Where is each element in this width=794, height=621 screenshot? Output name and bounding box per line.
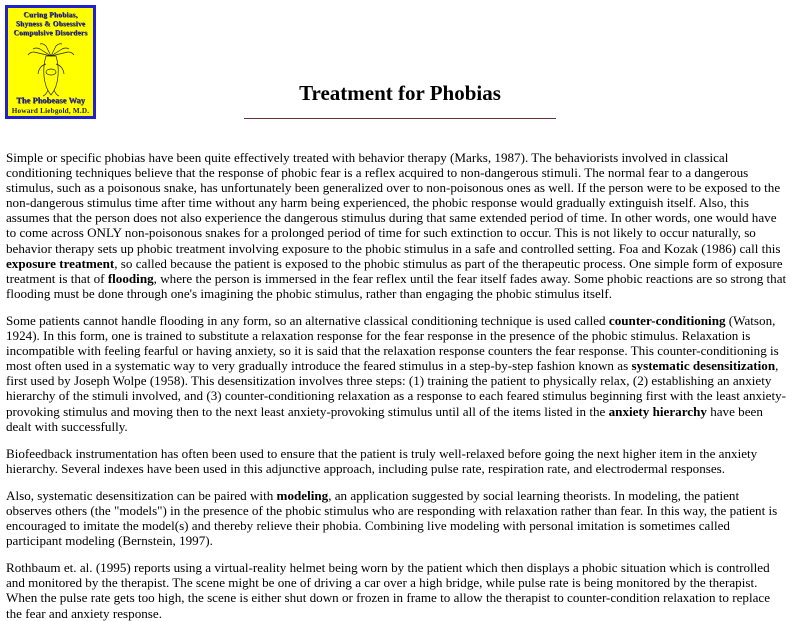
book-cover-title-line: Curing Phobias, [23, 10, 78, 19]
body-paragraph [6, 446, 788, 476]
book-cover-title [8, 10, 93, 37]
text-run: Also, systematic desensitization can be paired with [6, 487, 277, 503]
book-cover-title-line: Shyness & Obsessive [15, 19, 86, 28]
emphasis-term: systematic desensitization [631, 358, 776, 374]
text-run: have been dealt with successfully. [6, 403, 763, 434]
heading-block [110, 80, 690, 119]
body-paragraph [6, 313, 788, 434]
book-cover-title-line: Compulsive Disorders [13, 28, 88, 37]
text-run: , so called because the patient is exposed to the phobic stimulus as part of the therapeutic process. One simple form of exposure treatment is that of [6, 255, 783, 286]
text-run: , where the person is immersed in the fear reflex until the fear itself fades away. Some phobic reactions are so strong that flooding must be done through one's imagining the phobic stimulus, rather than engaging the phobic stimulus itself. [6, 270, 787, 301]
text-run: Biofeedback instrumentation has often been used to ensure that the patient is truly well-relaxed before going the next higher item in the anxiety hierarchy. Several indexes have been used in this adjunctive approach, including pulse rate, respiration rate, and electrodermal responses. [6, 445, 758, 476]
tree-figure-illustration [8, 40, 93, 94]
title-divider [244, 118, 556, 119]
text-run: Some patients cannot handle flooding in any form, so an alternative classical conditioning technique is used called [6, 312, 609, 328]
page-title: Treatment for Phobias [299, 81, 501, 105]
emphasis-term: anxiety hierarchy [608, 403, 707, 419]
body-paragraph [6, 150, 788, 301]
text-run: Simple or specific phobias have been quite effectively treated with behavior therapy (Marks, 1987). The behaviorists involved in classical conditioning techniques believe that the response of phobic fear is a reflex acquired to non-dangerous stimuli. The normal fear to a dangerous stimulus, such as a poisonous snake, has unfortunately been generalized over to non-poisonous ones as well. If the person were to be exposed to the non-dangerous stimulus time after time without any harm being experienced, the phobic response would gradually extinguish itself. Also, this assumes that the person does not also experience the dangerous stimulus during that same extended period of time. In other words, one would have to come across ONLY non-poisonous snakes for a prolonged period of time for such extinction to occur. This is not likely to occur naturally, so behavior therapy sets up phobic treatment involving exposure to the phobic stimulus in a safe and controlled setting. Foa and Kozak (1986) call this [6, 150, 781, 256]
text-run: , first used by Joseph Wolpe (1958). This desensitization involves three steps: (1) training the patient to physically relax, (2) establishing an anxiety hierarchy of the stimuli involved, and (3) counter-conditioning relaxation as a response to each feared stimulus beginning first with the least anxiety-provoking stimulus and moving then to the next least anxiety-provoking stimulus until all of the items listed in the [6, 358, 787, 419]
book-cover-tagline: The Phobease Way [16, 95, 85, 105]
emphasis-term: counter-conditioning [608, 312, 726, 328]
body-paragraph [6, 560, 788, 620]
body-paragraph [6, 488, 788, 548]
article-body [6, 150, 788, 621]
text-run: , an application suggested by social learning theorists. In modeling, the patient observes others (the "models") in the presence of the phobic stimulus who are responding with relaxation rather than fear. In this way, the patient is encouraged to imitate the model(s) and thereby relieve their phobia. Combining live modeling with personal imitation is sometimes called participant modeling (Bernstein, 1997). [6, 487, 778, 549]
emphasis-term: flooding [107, 270, 154, 286]
book-cover-image [5, 5, 96, 119]
book-cover-inner [8, 8, 93, 116]
emphasis-term: exposure treatment [6, 255, 115, 271]
book-cover-author: Howard Liebgold, M.D. [11, 107, 90, 115]
emphasis-term: modeling [276, 487, 329, 503]
text-run: (Watson, 1924). In this form, one is trained to substitute a relaxation response for the fear response in the presence of the phobic stimulus. Relaxation is incompatible with feeling fearful or having anxiety, so it is said that the relaxation response counters the fear response. This counter-conditioning is most often used in a systematic way to very gradually introduce the feared stimulus in a step-by-step fashion known as [6, 312, 779, 374]
text-run: Rothbaum et. al. (1995) reports using a virtual-reality helmet being worn by the patient which then displays a phobic situation which is controlled and monitored by the therapist. The scene might be one of driving a car over a high bridge, while pulse rate is being monitored by the therapist. When the pulse rate gets too high, the scene is either shut down or frozen in frame to allow the therapist to counter-condition relaxation to replace the fear and anxiety response. [6, 560, 771, 621]
